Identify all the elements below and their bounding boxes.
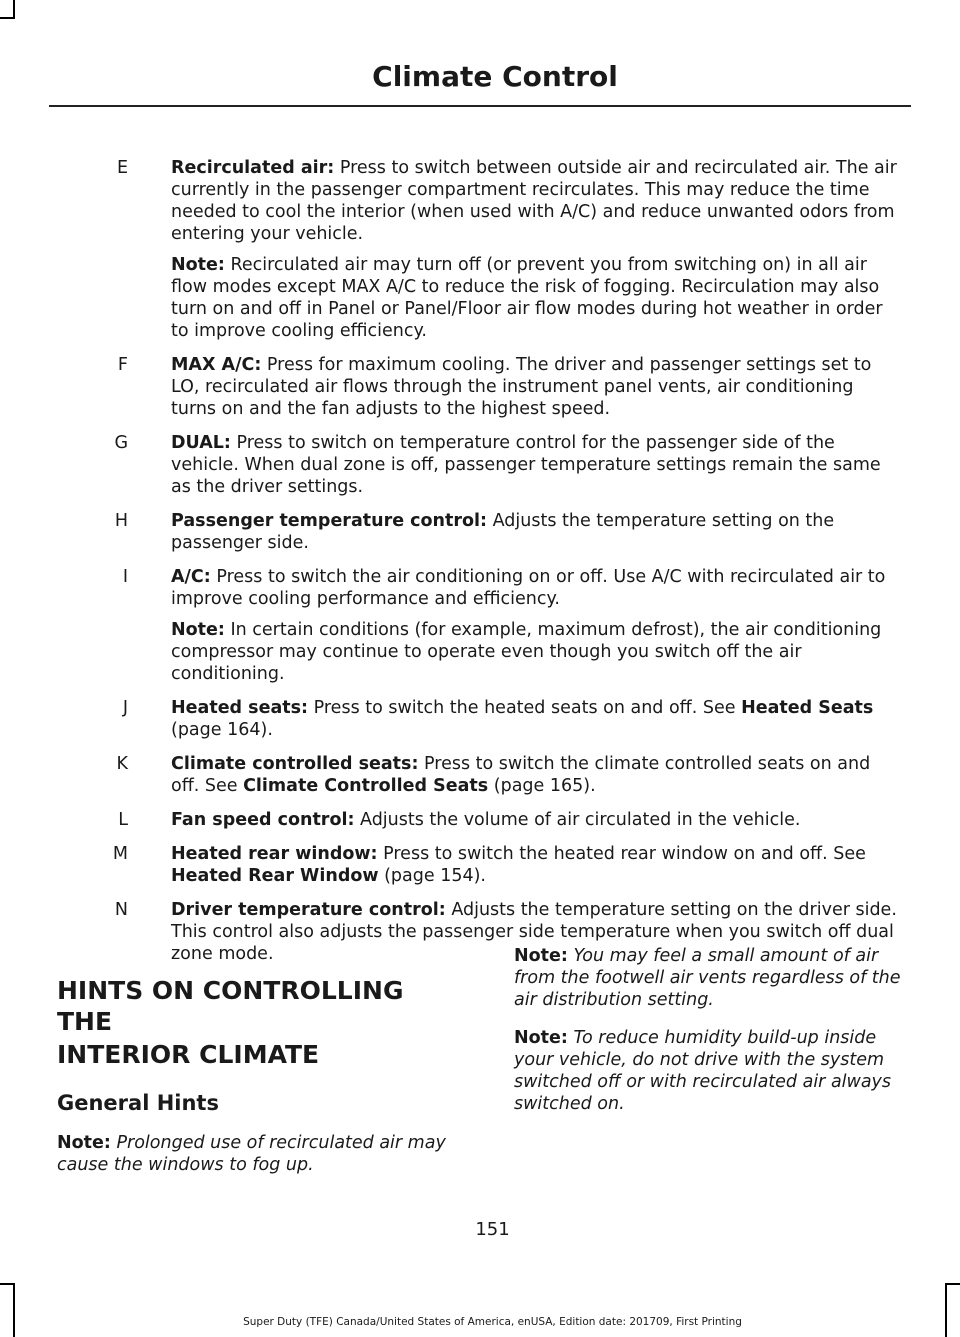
- legend-item-l: [0, 809, 960, 831]
- crop-mark-top-left-h: [0, 17, 15, 19]
- legend-description: Adjusts the temperature setting on the driver side. This control also adjusts the passenger side temperature when you switch off dual zone mode.: [171, 900, 897, 964]
- hint-note: [57, 1132, 453, 1176]
- legend-letter: L: [118, 810, 128, 830]
- legend-label: Heated rear window:: [171, 844, 378, 864]
- legend-item-k: [0, 753, 960, 797]
- legend-item-h: [0, 510, 960, 554]
- legend-item-i: [0, 566, 960, 685]
- cross-reference-page: (page 165).: [488, 776, 596, 796]
- page-title: Climate Control: [372, 60, 618, 93]
- legend-text: [171, 157, 903, 245]
- subheading: General Hints: [57, 1091, 219, 1115]
- hints-left-column: [57, 975, 453, 1176]
- legend-item-g: [0, 432, 960, 498]
- note-text: To reduce humidity build-up inside your vehicle, do not drive with the system switched off or with recirculated air always switched on.: [514, 1028, 892, 1114]
- crop-mark-bottom-right-h: [945, 1283, 960, 1285]
- cross-reference-page: (page 154).: [378, 866, 486, 886]
- legend-letter: K: [116, 754, 128, 774]
- cross-reference-link[interactable]: Climate Controlled Seats: [243, 776, 489, 796]
- legend-label: A/C:: [171, 567, 211, 587]
- hints-right-column: [514, 945, 910, 1115]
- legend-label: Driver temperature control:: [171, 900, 446, 920]
- legend-description: Adjusts the temperature setting on the passenger side.: [171, 511, 835, 553]
- control-legend-list: [0, 157, 960, 977]
- legend-description: Press to switch on temperature control for the passenger side of the vehicle. When dual zone is off, passenger temperature settings remain the same as the driver settings.: [171, 433, 881, 497]
- crop-mark-top-left: [13, 0, 15, 17]
- legend-letter: H: [114, 511, 128, 531]
- hint-note: [514, 1027, 910, 1115]
- legend-text: [171, 843, 903, 887]
- legend-description: Adjusts the volume of air circulated in the vehicle.: [354, 810, 801, 830]
- legend-text: [171, 510, 903, 554]
- legend-label: MAX A/C:: [171, 355, 262, 375]
- crop-mark-bottom-left: [13, 1283, 15, 1337]
- note-label: Note:: [171, 620, 225, 640]
- legend-description: Press to switch the heated rear window on and off. See: [377, 844, 866, 864]
- legend-label: Heated seats:: [171, 698, 309, 718]
- legend-letter: J: [122, 698, 128, 718]
- legend-text: [171, 753, 903, 797]
- legend-label: Fan speed control:: [171, 810, 355, 830]
- note-text: In certain conditions (for example, maximum defrost), the air conditioning compressor may continue to operate even though you switch off the air conditioning.: [171, 620, 882, 684]
- legend-label: Recirculated air:: [171, 158, 335, 178]
- legend-item-j: [0, 697, 960, 741]
- cross-reference-link[interactable]: Heated Rear Window: [171, 866, 379, 886]
- legend-text: [171, 566, 903, 610]
- cross-reference-page: (page 164).: [171, 720, 273, 740]
- legend-letter: E: [116, 158, 128, 178]
- crop-mark-bottom-right: [945, 1283, 947, 1337]
- legend-label: DUAL:: [171, 433, 231, 453]
- section-heading-line1: HINTS ON CONTROLLING THE: [57, 976, 404, 1036]
- legend-letter: F: [117, 355, 128, 375]
- note-label: Note:: [514, 946, 568, 966]
- legend-text: [171, 697, 903, 741]
- note-text: Prolonged use of recirculated air may cause the windows to fog up.: [57, 1133, 446, 1175]
- legend-note: [171, 619, 903, 685]
- crop-mark-bottom-left-h: [0, 1283, 15, 1285]
- legend-item-f: [0, 354, 960, 420]
- legend-item-m: [0, 843, 960, 887]
- legend-letter: M: [112, 844, 128, 864]
- legend-description: Press to switch the climate controlled seats on and off. See: [171, 754, 871, 796]
- legend-label: Climate controlled seats:: [171, 754, 419, 774]
- note-text: Recirculated air may turn off (or prevent you from switching on) in all air flow modes except MAX A/C to reduce the risk of fogging. Recirculation may also turn on and off in Panel or Panel/Floor air flow modes during hot weather in order to improve cooling efficiency.: [171, 255, 883, 341]
- legend-item-e: [0, 157, 960, 342]
- note-text: You may feel a small amount of air from the footwell air vents regardless of the air distribution setting.: [514, 946, 901, 1010]
- note-label: Note:: [171, 255, 225, 275]
- legend-description: Press to switch between outside air and recirculated air. The air currently in the passenger compartment recirculates. This may reduce the time needed to cool the interior (when used with A/C) and reduce unwanted odors from entering your vehicle.: [171, 158, 897, 244]
- page-number: 151: [475, 1219, 510, 1240]
- cross-reference-link[interactable]: Heated Seats: [741, 698, 874, 718]
- legend-letter: G: [114, 433, 128, 453]
- legend-description: Press for maximum cooling. The driver and passenger settings set to LO, recirculated air flows through the instrument panel vents, air conditioning turns on and the fan adjusts to the highest speed.: [171, 355, 872, 419]
- legend-letter: N: [114, 900, 128, 920]
- hint-note: [514, 945, 910, 1011]
- note-label: Note:: [57, 1133, 111, 1153]
- legend-note: [171, 254, 903, 342]
- legend-label: Passenger temperature control:: [171, 511, 488, 531]
- note-label: Note:: [514, 1028, 568, 1048]
- footer-edition-info: Super Duty (TFE) Canada/United States of America, enUSA, Edition date: 201709, First Printing: [243, 1316, 742, 1328]
- legend-text: [171, 354, 903, 420]
- header-divider: [49, 105, 911, 107]
- legend-description: Press to switch the air conditioning on or off. Use A/C with recirculated air to improve cooling performance and efficiency.: [171, 567, 886, 609]
- legend-text: [171, 432, 903, 498]
- legend-letter: I: [122, 567, 128, 587]
- section-heading-line2: INTERIOR CLIMATE: [57, 1040, 320, 1069]
- legend-description: Press to switch the heated seats on and off. See: [308, 698, 742, 718]
- legend-text: [171, 809, 903, 831]
- section-heading: [57, 975, 453, 1070]
